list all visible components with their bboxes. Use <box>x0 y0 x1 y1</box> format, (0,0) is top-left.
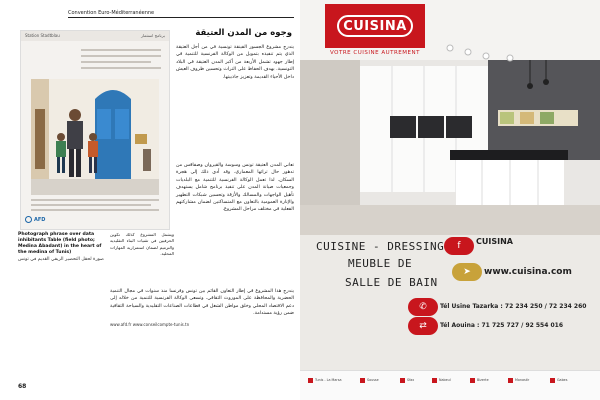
slogan-line-3: SALLE DE BAIN <box>345 276 438 289</box>
facebook-icon: f <box>444 237 474 255</box>
brand-tagline: VOTRE CUISINE AUTREMENT <box>330 50 420 56</box>
website-url: www.cuisina.com <box>484 267 572 277</box>
store-location <box>308 376 341 384</box>
store-name: Bizerte <box>477 378 489 382</box>
paper-plane-icon: ➤ <box>452 263 482 281</box>
embedded-report-header <box>21 31 169 41</box>
store-marker-icon <box>432 378 437 383</box>
page-number: 68 <box>18 383 27 390</box>
store-name: Sfax <box>407 378 415 382</box>
doorway-photo-svg <box>31 79 159 195</box>
store-name: Monastir <box>515 378 530 382</box>
shuffle-icon: ⇄ <box>408 317 438 335</box>
afd-logo-text: AFD <box>34 216 46 223</box>
caption-arabic: صورة لحقل التحضير الريفي القديم في تونس <box>18 257 104 262</box>
store-marker-icon <box>470 378 475 383</box>
embedded-report-title: Station Stadtblau <box>25 33 60 38</box>
store-name: Sousse <box>367 378 379 382</box>
running-header <box>68 8 294 18</box>
cuisina-logo-box <box>325 4 425 48</box>
article-paragraph: يندرج مشروع الجسور الفينقة تونسية في من أجل العتيقة الذي يتم تنفيذه بتمويل من الوكالة الفرنسية للتنمية في إطار جهود تشمل الأربعة من أكبر المدن العتيقة في البلاد التونسية. بهدف الحفاظ على التراث وتحسين ظروف العيش داخل الأحياء القديمة وتعزيز جاذبيتها. <box>176 45 294 80</box>
store-name: Gabes <box>557 378 568 382</box>
phone-usine: Tél Usine Tazarka : 72 234 250 / 72 234 260 <box>440 303 587 310</box>
slogan-line-1: CUISINE - DRESSING <box>316 240 445 253</box>
embedded-report-title-ar: برنامج استثمار <box>141 33 165 38</box>
afd-logo <box>25 216 45 223</box>
store-location <box>508 376 529 384</box>
store-location <box>400 376 414 384</box>
embedded-text-line <box>31 199 159 201</box>
store-locations-bar <box>300 370 600 400</box>
slogan-line-2: MEUBLE DE <box>348 257 413 270</box>
store-name: Nabeul <box>439 378 451 382</box>
embedded-report-page <box>20 30 170 230</box>
store-marker-icon <box>360 378 365 383</box>
embedded-text-line <box>81 61 151 63</box>
article-title: وجوه من المدن العتيقة <box>195 28 292 38</box>
afd-circle-icon <box>25 216 32 223</box>
cuisina-advertisement <box>300 0 600 400</box>
photo-caption <box>18 232 106 263</box>
article-paragraph: يندرج هذا المشروع في إطار التعاون القائم بين تونس وفرنسا منذ سنوات في مجال التنمية الحضرية والمحافظة على الموروث الثقافي. وتسعى الوكالة الفرنسية للتنمية من خلاله إلى دعم الاقتصاد المحلي وخلق مواطن الشغل في قطاعات الصناعات التقليدية والسياحة الثقافية ضمن رؤية مستدامة. <box>110 289 294 317</box>
store-location <box>470 376 489 384</box>
embedded-text-line <box>81 67 161 69</box>
facebook-label: CUISINA <box>476 237 513 246</box>
article-paragraph: تعاني المدن العتيقة تونس وسوسة والقيروان وصفاقس من تدهور حال تراثها المعماري. وقد أدى ذلك إلى هجرة السكان. لذا تعمل الوكالة الفرنسية للتنمية مع البلديات وجمعيات صيانة المدن على تنفيذ برنامج شامل يستهدف تأهيل الواجهات والمسالك والأزقة وتحسين شبكات التطهير والإنارة العمومية بالتعاون مع المتساكنين لضمان مشاركتهم الفعلية في مختلف مراحل المشروع. <box>176 163 294 213</box>
embedded-text-line <box>31 204 151 206</box>
website-links: www.afd.fr www.conseilcompte-tunis.tn <box>110 322 190 327</box>
embedded-text-line <box>31 209 159 211</box>
cuisina-logo: CUISINA <box>337 15 413 37</box>
embedded-text-line <box>81 55 161 57</box>
store-location <box>550 376 567 384</box>
embedded-text-line <box>81 49 161 51</box>
store-name: Tunis - La Marsa <box>315 378 342 382</box>
kitchen-showroom-image <box>300 0 600 235</box>
store-marker-icon <box>508 378 513 383</box>
phone-icon: ✆ <box>408 298 438 316</box>
store-location <box>360 376 379 384</box>
store-marker-icon <box>550 378 555 383</box>
family-doorway-photo <box>31 79 159 195</box>
article-paragraph-side: ويشمل المشروع كذلك تكوين الحرفيين في تقنيات البناء التقليدية والترميم لضمان استمرارية المهارات المحلية. <box>110 232 174 256</box>
store-location <box>432 376 451 384</box>
store-marker-icon <box>400 378 405 383</box>
caption-english: Photograph phrase over data inhibitants Table (field photo; Medina Abadant) in the heart of the medina of Tunis) <box>18 232 102 255</box>
running-header-text: Convention Euro-Méditerranéenne <box>68 10 155 16</box>
store-marker-icon <box>308 378 313 383</box>
phone-aouina: Tél Aouina : 71 725 727 / 92 554 016 <box>440 322 564 329</box>
